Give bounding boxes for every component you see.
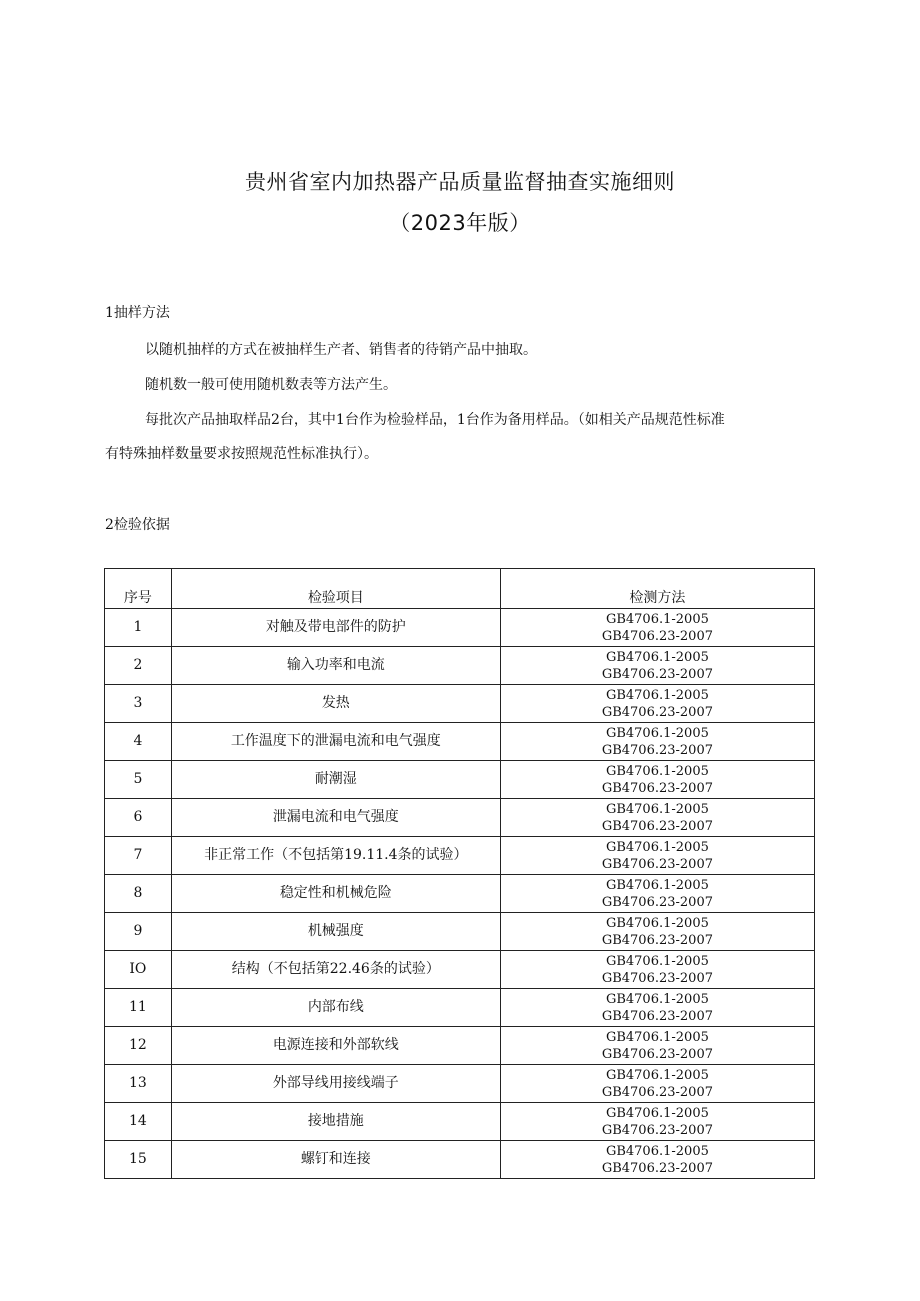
header-serial-no: 序号 xyxy=(105,569,172,609)
row-inspection-item: 耐潮湿 xyxy=(171,761,500,799)
method-standard-2: GB4706.23-2007 xyxy=(601,1046,713,1062)
table-row xyxy=(105,1027,815,1065)
row-inspection-item: 发热 xyxy=(171,685,500,723)
table-body xyxy=(105,609,815,1179)
sampling-paragraph-3: 每批次产品抽取样品2台，其中1台作为检验样品，1台作为备用样品。（如相关产品规范性标准 xyxy=(145,412,725,428)
inspection-table xyxy=(104,568,815,1179)
section-2-heading: 2检验依据 xyxy=(105,517,170,533)
row-test-method xyxy=(500,1065,814,1103)
method-standard-1: GB4706.1-2005 xyxy=(605,1143,709,1159)
table-row xyxy=(105,1065,815,1103)
method-standard-1: GB4706.1-2005 xyxy=(605,953,709,969)
row-inspection-item: 接地措施 xyxy=(171,1103,500,1141)
row-inspection-item: 机械强度 xyxy=(171,913,500,951)
row-test-method xyxy=(500,761,814,799)
method-standard-2: GB4706.23-2007 xyxy=(601,1160,713,1176)
method-standard-2: GB4706.23-2007 xyxy=(601,666,713,682)
method-standard-2: GB4706.23-2007 xyxy=(601,704,713,720)
header-inspection-item: 检验项目 xyxy=(171,569,500,609)
method-standard-1: GB4706.1-2005 xyxy=(605,649,709,665)
method-standard-1: GB4706.1-2005 xyxy=(605,725,709,741)
row-inspection-item: 工作温度下的泄漏电流和电气强度 xyxy=(171,723,500,761)
row-test-method xyxy=(500,685,814,723)
row-serial-no: 11 xyxy=(105,989,172,1027)
method-standard-2: GB4706.23-2007 xyxy=(601,818,713,834)
table-row xyxy=(105,837,815,875)
row-test-method xyxy=(500,609,814,647)
row-inspection-item: 结构（不包括第22.46条的试验） xyxy=(171,951,500,989)
document-subtitle: （2023年版） xyxy=(389,211,531,235)
row-test-method xyxy=(500,647,814,685)
row-test-method xyxy=(500,1141,814,1179)
row-serial-no: 1 xyxy=(105,609,172,647)
row-serial-no: 8 xyxy=(105,875,172,913)
method-standard-2: GB4706.23-2007 xyxy=(601,894,713,910)
row-serial-no: 3 xyxy=(105,685,172,723)
row-test-method xyxy=(500,875,814,913)
row-inspection-item: 稳定性和机械危险 xyxy=(171,875,500,913)
method-standard-1: GB4706.1-2005 xyxy=(605,1105,709,1121)
row-inspection-item: 非正常工作（不包括第19.11.4条的试验） xyxy=(171,837,500,875)
row-serial-no: 2 xyxy=(105,647,172,685)
sampling-paragraph-3-cont: 有特殊抽样数量要求按照规范性标准执行）。 xyxy=(105,446,378,462)
table-row xyxy=(105,989,815,1027)
table-row xyxy=(105,1103,815,1141)
row-serial-no: 7 xyxy=(105,837,172,875)
method-standard-2: GB4706.23-2007 xyxy=(601,742,713,758)
method-standard-2: GB4706.23-2007 xyxy=(601,628,713,644)
table-row xyxy=(105,723,815,761)
method-standard-2: GB4706.23-2007 xyxy=(601,1122,713,1138)
table-row xyxy=(105,799,815,837)
method-standard-1: GB4706.1-2005 xyxy=(605,1067,709,1083)
row-test-method xyxy=(500,723,814,761)
row-inspection-item: 电源连接和外部软线 xyxy=(171,1027,500,1065)
row-test-method xyxy=(500,951,814,989)
row-test-method xyxy=(500,1103,814,1141)
row-inspection-item: 外部导线用接线端子 xyxy=(171,1065,500,1103)
method-standard-1: GB4706.1-2005 xyxy=(605,877,709,893)
row-inspection-item: 泄漏电流和电气强度 xyxy=(171,799,500,837)
row-inspection-item: 对触及带电部件的防护 xyxy=(171,609,500,647)
row-test-method xyxy=(500,1027,814,1065)
row-inspection-item: 输入功率和电流 xyxy=(171,647,500,685)
row-serial-no: 15 xyxy=(105,1141,172,1179)
method-standard-1: GB4706.1-2005 xyxy=(605,801,709,817)
table-row xyxy=(105,875,815,913)
table-row xyxy=(105,913,815,951)
method-standard-2: GB4706.23-2007 xyxy=(601,1008,713,1024)
row-test-method xyxy=(500,799,814,837)
row-test-method xyxy=(500,837,814,875)
row-test-method xyxy=(500,989,814,1027)
row-serial-no: 6 xyxy=(105,799,172,837)
row-serial-no: 4 xyxy=(105,723,172,761)
method-standard-2: GB4706.23-2007 xyxy=(601,932,713,948)
sampling-paragraph-1: 以随机抽样的方式在被抽样生产者、销售者的待销产品中抽取。 xyxy=(145,342,537,358)
method-standard-1: GB4706.1-2005 xyxy=(605,611,709,627)
row-serial-no: 12 xyxy=(105,1027,172,1065)
table-row xyxy=(105,761,815,799)
table-row xyxy=(105,609,815,647)
method-standard-1: GB4706.1-2005 xyxy=(605,687,709,703)
table-row xyxy=(105,685,815,723)
table-row xyxy=(105,647,815,685)
method-standard-2: GB4706.23-2007 xyxy=(601,1084,713,1100)
method-standard-1: GB4706.1-2005 xyxy=(605,915,709,931)
row-inspection-item: 内部布线 xyxy=(171,989,500,1027)
method-standard-1: GB4706.1-2005 xyxy=(605,1029,709,1045)
method-standard-1: GB4706.1-2005 xyxy=(605,839,709,855)
method-standard-1: GB4706.1-2005 xyxy=(605,991,709,1007)
sampling-paragraph-2: 随机数一般可使用随机数表等方法产生。 xyxy=(145,377,397,393)
row-serial-no: 13 xyxy=(105,1065,172,1103)
method-standard-2: GB4706.23-2007 xyxy=(601,970,713,986)
table-row xyxy=(105,1141,815,1179)
document-title: 贵州省室内加热器产品质量监督抽查实施细则 xyxy=(245,170,675,194)
table-header-row xyxy=(105,569,815,609)
row-inspection-item: 螺钉和连接 xyxy=(171,1141,500,1179)
table-row xyxy=(105,951,815,989)
row-serial-no: IO xyxy=(105,951,172,989)
row-serial-no: 5 xyxy=(105,761,172,799)
section-1-heading: 1抽样方法 xyxy=(105,305,170,321)
method-standard-2: GB4706.23-2007 xyxy=(601,856,713,872)
row-serial-no: 9 xyxy=(105,913,172,951)
method-standard-2: GB4706.23-2007 xyxy=(601,780,713,796)
row-serial-no: 14 xyxy=(105,1103,172,1141)
row-test-method xyxy=(500,913,814,951)
header-test-method: 检测方法 xyxy=(500,569,814,609)
method-standard-1: GB4706.1-2005 xyxy=(605,763,709,779)
